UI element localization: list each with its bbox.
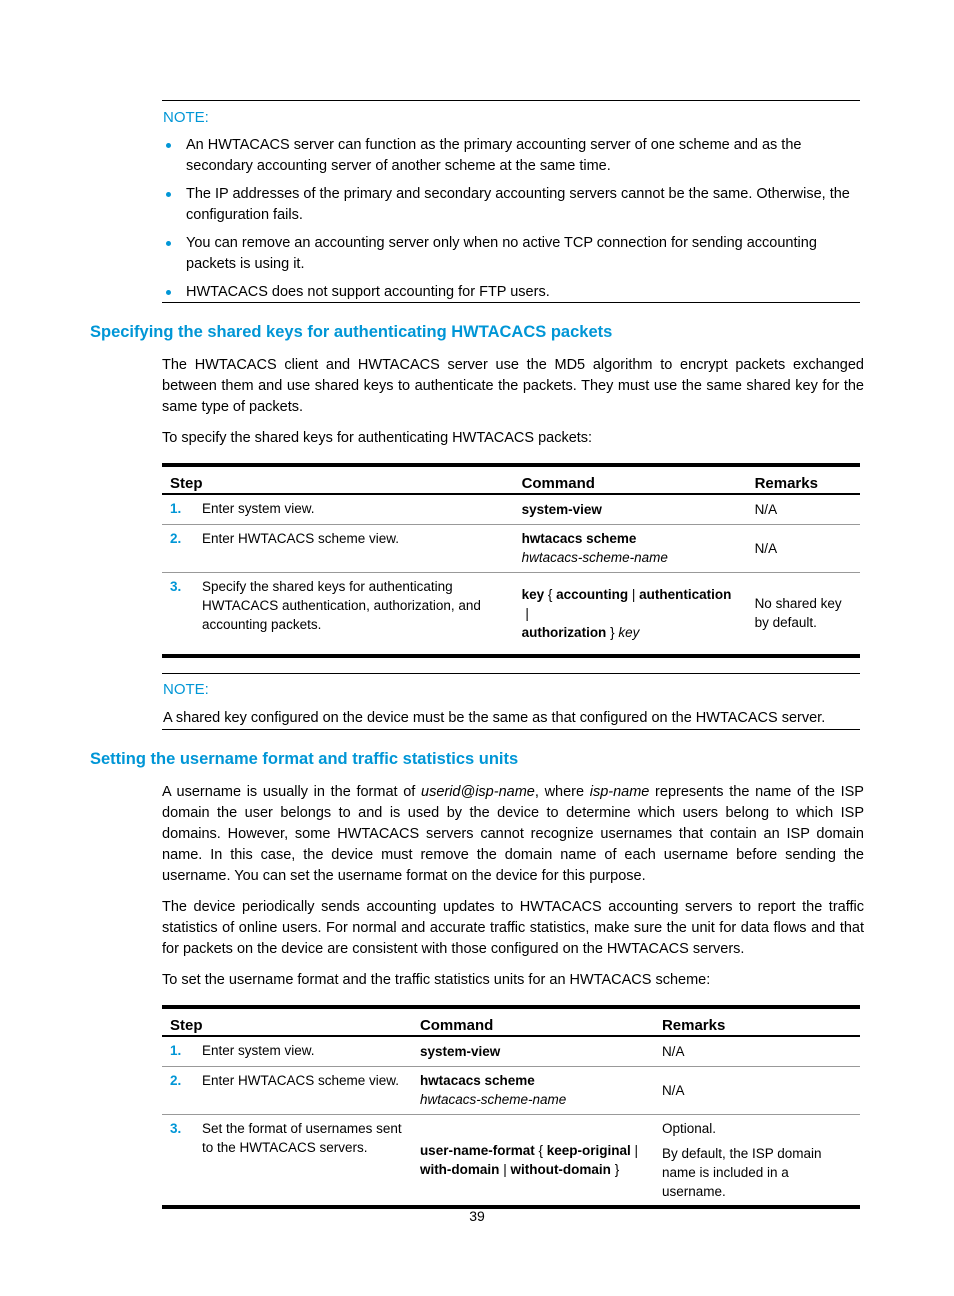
command-punct: } bbox=[610, 1161, 620, 1177]
column-header: Remarks bbox=[654, 1007, 860, 1036]
step-description: Set the format of usernames sent to the HWTACACS servers. bbox=[194, 1114, 412, 1207]
step-number: 1. bbox=[170, 1043, 182, 1058]
command-keyword: accounting bbox=[556, 586, 629, 602]
paragraph: To set the username format and the traffic statistics units for an HWTACACS scheme: bbox=[162, 972, 711, 988]
remarks-line: Optional. bbox=[661, 1120, 716, 1136]
text-run: represents the name of the ISP domain the user belongs to and is used by the device to determine which users belong to which ISP domains. However, some HWTACACS servers cannot recognize usernames that contain an ISP domain name. In this case, the device must remove the domain name of each username before sending the username. You can set the username format on the device for this purpose. bbox=[162, 784, 864, 884]
command-punct: { bbox=[544, 586, 557, 602]
command-cell bbox=[514, 494, 747, 524]
table-row bbox=[162, 1036, 860, 1066]
note-bullet-list bbox=[163, 135, 860, 310]
command-cell bbox=[412, 1114, 654, 1207]
list-item: You can remove an accounting server only when no active TCP connection for sending accounting packets is using it. bbox=[163, 233, 860, 275]
command-cell bbox=[412, 1036, 654, 1066]
step-description: Specify the shared keys for authenticating HWTACACS authentication, authorization, and accounting packets. bbox=[194, 572, 514, 656]
command-keyword: keep-original bbox=[546, 1142, 631, 1158]
list-item: An HWTACACS server can function as the primary accounting server of one scheme and as the secondary accounting server of another scheme at the same time. bbox=[163, 135, 860, 177]
command-punct: | bbox=[521, 605, 533, 621]
column-header: Command bbox=[514, 465, 747, 494]
section-heading: Specifying the shared keys for authenticating HWTACACS packets bbox=[90, 323, 613, 341]
text-run-italic: isp-name bbox=[589, 784, 650, 800]
remarks-cell: N/A bbox=[747, 524, 860, 572]
table-row bbox=[162, 1066, 860, 1114]
command-keyword: key bbox=[521, 586, 545, 602]
command-argument: hwtacacs-scheme-name bbox=[419, 1092, 567, 1107]
remarks-cell bbox=[654, 1114, 860, 1207]
config-table bbox=[162, 463, 860, 658]
paragraph: The HWTACACS client and HWTACACS server use the MD5 algorithm to encrypt packets exchanged between them and use shared keys to authenticate the packets. They must use the same shared key for the same type of packets. bbox=[162, 357, 864, 415]
step-description: Enter system view. bbox=[202, 501, 315, 516]
remarks-cell: No shared key by default. bbox=[747, 572, 860, 656]
remarks-line: By default, the ISP domain name is included in a username. bbox=[661, 1145, 822, 1199]
note-bottom-rule bbox=[162, 729, 860, 730]
note-top-rule bbox=[162, 673, 860, 674]
section-heading: Setting the username format and traffic statistics units bbox=[90, 750, 519, 768]
command-cell bbox=[514, 572, 747, 656]
config-table bbox=[162, 1005, 860, 1209]
note-text: A shared key configured on the device must be the same as that configured on the HWTACACS server. bbox=[163, 710, 826, 726]
text-run: A username is usually in the format of bbox=[162, 784, 421, 800]
column-header: Remarks bbox=[747, 465, 860, 494]
column-header: Command bbox=[412, 1007, 654, 1036]
command-keyword: with-domain bbox=[419, 1161, 500, 1177]
note-label: NOTE: bbox=[163, 681, 209, 698]
note-bottom-rule bbox=[162, 302, 860, 303]
step-number: 1. bbox=[170, 501, 182, 516]
command-cell bbox=[514, 524, 747, 572]
step-number: 3. bbox=[162, 572, 194, 656]
command-punct: | bbox=[630, 1142, 642, 1158]
list-item: HWTACACS does not support accounting for FTP users. bbox=[163, 282, 860, 303]
command-keyword: hwtacacs scheme bbox=[419, 1073, 535, 1088]
command-cell bbox=[412, 1066, 654, 1114]
column-header: Step bbox=[162, 1007, 412, 1036]
text-run-italic: userid@isp-name bbox=[421, 784, 535, 800]
table-row bbox=[162, 524, 860, 572]
step-number: 2. bbox=[162, 1066, 194, 1114]
command-keyword: hwtacacs scheme bbox=[521, 531, 637, 546]
list-item: The IP addresses of the primary and secondary accounting servers cannot be the same. Otherwise, the configuration fails. bbox=[163, 184, 860, 226]
command-punct: | bbox=[499, 1161, 511, 1177]
paragraph bbox=[162, 782, 864, 887]
note-top-rule bbox=[162, 100, 860, 101]
step-description: Enter HWTACACS scheme view. bbox=[194, 524, 514, 572]
step-description: Enter system view. bbox=[202, 1043, 315, 1058]
remarks-cell: N/A bbox=[754, 501, 778, 517]
command-keyword: system-view bbox=[419, 1043, 501, 1059]
command-keyword: user-name-format bbox=[419, 1142, 535, 1158]
text-run: , where bbox=[534, 784, 590, 800]
table-header-row bbox=[162, 465, 860, 494]
table-row bbox=[162, 1114, 860, 1207]
paragraph: To specify the shared keys for authenticating HWTACACS packets: bbox=[162, 430, 593, 446]
page-number: 39 bbox=[469, 1208, 485, 1224]
command-punct: } bbox=[606, 624, 619, 640]
step-description: Enter HWTACACS scheme view. bbox=[194, 1066, 412, 1114]
command-punct: | bbox=[628, 586, 640, 602]
command-keyword: system-view bbox=[521, 501, 602, 517]
remarks-cell: N/A bbox=[654, 1066, 860, 1114]
command-argument: hwtacacs-scheme-name bbox=[521, 550, 668, 565]
paragraph: The device periodically sends accounting updates to HWTACACS accounting servers to report the traffic statistics of online users. For normal and accurate traffic statistics, make sure the unit for data flows and that for packets on the device are consistent with those configured on the HWTACACS servers. bbox=[162, 899, 864, 957]
column-header: Step bbox=[162, 465, 514, 494]
step-number: 3. bbox=[162, 1114, 194, 1207]
note-label: NOTE: bbox=[163, 109, 209, 126]
command-punct: { bbox=[534, 1142, 547, 1158]
step-number: 2. bbox=[162, 524, 194, 572]
command-keyword: authorization bbox=[521, 624, 607, 640]
table-row bbox=[162, 572, 860, 656]
table-header-row bbox=[162, 1007, 860, 1036]
command-keyword: without-domain bbox=[510, 1161, 611, 1177]
table-row bbox=[162, 494, 860, 524]
remarks-cell: N/A bbox=[661, 1043, 685, 1059]
command-keyword: authentication bbox=[639, 586, 732, 602]
command-argument: key bbox=[618, 624, 640, 640]
